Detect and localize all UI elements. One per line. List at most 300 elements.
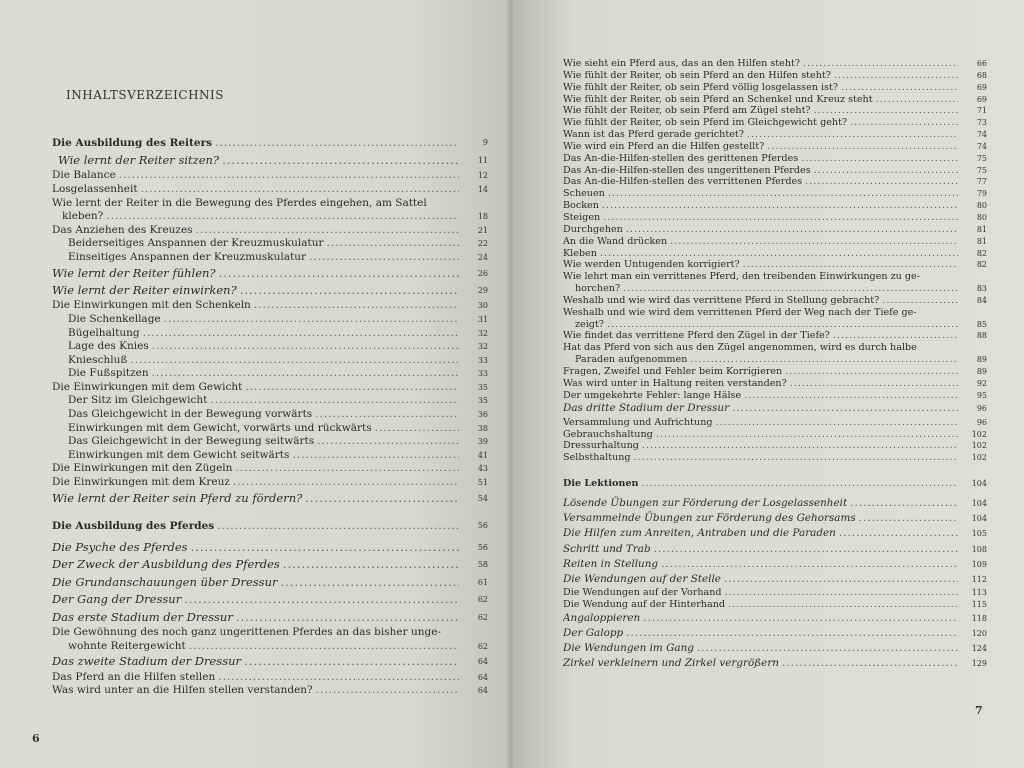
leader-dots: [654, 542, 958, 557]
leader-dots: [670, 236, 958, 248]
toc-entry-label: Wie fühlt der Reiter, ob sein Pferd an den Hilfen steht?: [563, 69, 831, 81]
toc-entry-label: Wie lernt der Reiter in die Bewegung des Pferdes eingehen, am Sattel: [52, 196, 427, 209]
toc-entry: [52, 449, 488, 463]
toc-entry-label: Scheuen: [563, 188, 605, 200]
toc-entry: [563, 626, 987, 641]
toc-entry-label: zeigt?: [575, 318, 604, 330]
toc-entry-page: 81: [976, 224, 987, 234]
toc-entry-page: 77: [976, 177, 987, 187]
toc-entry-page: 109: [971, 559, 987, 569]
toc-entry-label: horchen?: [575, 283, 621, 295]
leader-dots: [643, 611, 958, 626]
leader-dots: [281, 574, 460, 591]
toc-entry-label: Der Sitz im Gleichgewicht: [68, 394, 208, 407]
toc-entry-page: 83: [976, 284, 987, 294]
toc-entry-page: 95: [976, 390, 987, 400]
toc-entry: [52, 574, 488, 591]
toc-entry-label: Was wird unter in Haltung reiten verstanden?: [563, 377, 787, 389]
toc-entry-page: 105: [971, 529, 987, 539]
leader-dots: [283, 556, 459, 573]
toc-entry: [563, 70, 987, 82]
leader-dots: [219, 265, 459, 282]
leader-dots: [850, 117, 958, 129]
toc-entry: [563, 511, 987, 526]
toc-entry-page: 32: [477, 328, 488, 338]
leader-dots: [833, 330, 958, 342]
leader-dots: [626, 626, 958, 641]
toc-entry: [563, 572, 987, 587]
toc-entry: [52, 251, 488, 265]
leader-dots: [790, 378, 958, 390]
leader-dots: [850, 496, 958, 511]
toc-entry-label: Bocken: [563, 200, 599, 212]
leader-dots: [119, 169, 459, 183]
toc-entry-page: 104: [971, 479, 987, 489]
toc-entry-page: 82: [976, 260, 987, 270]
toc-entry-page: 75: [976, 165, 987, 175]
toc-entry-label: Wann ist das Pferd gerade gerichtet?: [563, 129, 744, 141]
toc-entry: [563, 248, 987, 260]
toc-entry: [563, 141, 987, 153]
toc-entry-page: 120: [971, 629, 987, 639]
toc-entry-label: Hat das Pferd von sich aus den Zügel angenommen, wird es durch halbe: [563, 342, 917, 354]
toc-entry-page: 75: [976, 153, 987, 163]
toc-entry-label: Der Galopp: [563, 627, 624, 640]
right-toc-entries: [563, 58, 987, 672]
toc-entry-label: Versammelnde Übungen zur Förderung des Gehorsams: [563, 512, 856, 525]
toc-entry: [563, 641, 987, 656]
leader-dots: [834, 70, 958, 82]
toc-entry-page: 108: [971, 544, 987, 554]
toc-entry: [563, 224, 987, 236]
leader-dots: [600, 248, 958, 260]
toc-entry-label: Einwirkungen mit dem Gewicht seitwärts: [68, 448, 290, 461]
toc-entry-label: Losgelassenheit: [52, 182, 138, 195]
toc-entry: [52, 265, 488, 282]
toc-entry-page: 33: [477, 369, 488, 379]
toc-entry-page: 39: [477, 437, 488, 447]
toc-entry-label: Wie fühlt der Reiter, ob sein Pferd an Schenkel und Kreuz steht: [563, 93, 873, 105]
toc-entry: [52, 313, 488, 327]
toc-entry: [563, 401, 987, 416]
toc-entry: [52, 134, 488, 152]
leader-dots: [744, 390, 958, 402]
leader-dots: [782, 656, 958, 671]
toc-entry-page: 102: [971, 429, 987, 439]
toc-entry: [563, 82, 987, 94]
leader-dots: [316, 684, 459, 698]
toc-entry: [563, 165, 987, 177]
toc-entry-label: Der umgekehrte Fehler: lange Hälse: [563, 389, 742, 401]
toc-entry-label: Das dritte Stadium der Dressur: [563, 402, 730, 415]
toc-entry-label: Die Wendungen im Gang: [563, 642, 694, 655]
toc-entry: [52, 152, 488, 169]
toc-entry-label: wohnte Reitergewicht: [68, 639, 186, 652]
toc-entry-page: 35: [477, 382, 488, 392]
toc-entry-page: 115: [971, 600, 987, 609]
toc-entry: [563, 354, 987, 366]
toc-entry-page: 35: [477, 396, 488, 406]
toc-entry-page: 61: [477, 577, 488, 587]
leader-dots: [375, 422, 459, 436]
toc-entry: [563, 366, 987, 378]
toc-entry: [563, 94, 987, 106]
toc-entry-label: Die Balance: [52, 169, 116, 182]
toc-entry-label: Weshalb und wie wird dem verrittenen Pferd der Weg nach der Tiefe ge-: [563, 306, 917, 318]
toc-entry-page: 14: [477, 184, 488, 194]
leader-dots: [725, 587, 958, 599]
leader-dots: [235, 462, 459, 476]
toc-entry-label: Der Zweck der Ausbildung des Pferdes: [52, 557, 280, 572]
toc-entry-label: Die Schenkellage: [68, 312, 161, 325]
toc-entry-label: Wie lernt der Reiter sitzen?: [58, 153, 220, 167]
toc-entry-page: 84: [976, 295, 987, 305]
toc-entry-label: Die Wendung auf der Hinterhand: [563, 599, 726, 610]
leader-dots: [240, 282, 459, 299]
leader-dots: [106, 210, 459, 224]
toc-entry: [563, 117, 987, 129]
toc-entry-page: 62: [477, 595, 488, 605]
toc-entry-label: Schritt und Trab: [563, 542, 651, 555]
toc-entry-page: 41: [477, 450, 488, 460]
toc-entry: [52, 381, 488, 395]
toc-entry: [563, 587, 987, 599]
leader-dots: [634, 452, 958, 464]
toc-entry-label: Die Wendungen auf der Vorhand: [563, 587, 722, 599]
toc-entry-label: Bügelhaltung: [68, 326, 140, 339]
toc-entry-page: 124: [971, 644, 987, 654]
toc-entry-label: Die Lektionen: [563, 478, 639, 490]
toc-entry: [52, 517, 488, 535]
toc-entry-label: Der Gang der Dressur: [52, 592, 182, 607]
toc-entry-page: 68: [976, 70, 987, 80]
toc-entry: [563, 378, 987, 390]
leader-dots: [743, 259, 958, 271]
toc-entry: [563, 153, 987, 165]
toc-entry-page: 73: [976, 118, 987, 128]
toc-entry: [563, 440, 987, 452]
leader-dots: [141, 183, 459, 197]
toc-entry-label: Die Fußspitzen: [68, 367, 149, 380]
toc-entry: [563, 390, 987, 402]
toc-entry-page: 22: [477, 239, 488, 249]
toc-entry-page: 80: [976, 201, 987, 211]
toc-entry-page: 12: [477, 171, 488, 181]
toc-entry: [52, 354, 488, 368]
leader-dots: [859, 511, 958, 526]
leader-dots: [642, 440, 958, 452]
toc-entry-page: 69: [976, 82, 987, 92]
toc-entry: [52, 671, 488, 685]
toc-entry-page: 43: [477, 464, 488, 474]
toc-entry-label: Wie sieht ein Pferd aus, das an den Hilfen steht?: [563, 58, 801, 69]
toc-entry-label: Das An-die-Hilfen-stellen des verrittenen Pferdes: [563, 176, 803, 188]
toc-entry-page: 31: [477, 314, 488, 324]
leader-dots: [747, 129, 958, 141]
toc-entry: [563, 452, 987, 464]
toc-entry-label: Knieschluß: [68, 353, 128, 366]
toc-entry: [52, 394, 488, 408]
toc-entry: [52, 490, 488, 507]
toc-entry-label: Fragen, Zweifel und Fehler beim Korrigieren: [563, 365, 783, 377]
leader-dots: [191, 539, 459, 556]
toc-entry-page: 29: [477, 285, 488, 295]
toc-entry-label: Einseitiges Anspannen der Kreuzmuskulatur: [68, 250, 307, 263]
toc-entry: [563, 429, 987, 441]
toc-entry: [52, 210, 488, 224]
toc-entry-label: Die Psyche des Pferdes: [52, 540, 188, 555]
toc-entry-label: Das zweite Stadium der Dressur: [52, 654, 242, 669]
toc-entry-label: Die Grundanschauungen über Dressur: [52, 574, 278, 589]
toc-entry-label: Wie lernt der Reiter fühlen?: [52, 265, 216, 280]
toc-entry: [563, 342, 987, 354]
toc-entry: [52, 237, 488, 251]
leader-dots: [164, 313, 459, 327]
toc-entry: [563, 271, 987, 283]
toc-entry-page: 64: [477, 686, 488, 696]
toc-title: INHALTSVERZEICHNIS: [66, 88, 224, 102]
toc-entry: [52, 653, 488, 670]
toc-entry-label: Das An-die-Hilfen-stellen des ungerittenen Pferdes: [563, 164, 811, 176]
toc-entry-page: 62: [477, 612, 488, 622]
right-page: [513, 0, 1024, 768]
toc-entry-page: 36: [477, 410, 488, 420]
toc-entry-page: 74: [976, 141, 987, 151]
toc-entry: [52, 224, 488, 238]
toc-entry-label: Die Einwirkungen mit dem Gewicht: [52, 380, 243, 393]
leader-dots: [315, 408, 459, 422]
toc-entry-label: Wie fühlt der Reiter, ob sein Pferd völlig losgelassen ist?: [563, 81, 838, 93]
toc-entry: [563, 212, 987, 224]
leader-dots: [210, 394, 459, 408]
leader-dots: [732, 401, 958, 416]
toc-entry-page: 26: [477, 268, 488, 278]
leader-dots: [244, 653, 459, 670]
toc-entry-label: Lösende Übungen zur Förderung der Losgelassenheit: [563, 497, 848, 510]
toc-entry: [563, 307, 987, 319]
toc-entry-page: 71: [976, 106, 987, 116]
toc-entry-label: Angaloppieren: [563, 611, 641, 624]
toc-entry: [563, 319, 987, 331]
leader-dots: [184, 591, 459, 608]
leader-dots: [728, 599, 958, 611]
toc-entry-label: Dressurhaltung: [563, 440, 639, 452]
leader-dots: [254, 299, 459, 313]
toc-entry: [563, 129, 987, 141]
toc-entry: [52, 609, 488, 626]
toc-entry-label: Das Gleichgewicht in der Bewegung seitwärts: [68, 435, 315, 448]
toc-entry-page: 64: [477, 657, 488, 667]
leader-dots: [327, 237, 459, 251]
toc-entry-label: Das Pferd an die Hilfen stellen: [52, 670, 216, 683]
toc-entry: [52, 476, 488, 490]
toc-entry: [52, 327, 488, 341]
toc-entry-label: Das erste Stadium der Dressur: [52, 609, 233, 624]
toc-entry-page: 21: [477, 225, 488, 235]
toc-entry-page: 33: [477, 355, 488, 365]
toc-entry-label: Kleben: [563, 247, 597, 259]
toc-entry-label: Weshalb und wie wird das verrittene Pferd in Stellung gebracht?: [563, 294, 880, 306]
toc-entry-label: Versammlung und Aufrichtung: [563, 416, 713, 428]
leader-dots: [697, 641, 958, 656]
leader-dots: [767, 141, 958, 153]
toc-entry-label: Was wird unter an die Hilfen stellen verstanden?: [52, 684, 313, 697]
toc-entry-label: Durchgehen: [563, 223, 623, 235]
toc-entry: [52, 422, 488, 436]
toc-entry-label: Zirkel verkleinern und Zirkel vergrößern: [563, 657, 779, 670]
toc-entry: [563, 464, 987, 476]
toc-entry-label: Wie lehrt man ein verrittenes Pferd, den treibenden Einwirkungen zu ge-: [563, 271, 920, 283]
toc-entry-label: Das Gleichgewicht in der Bewegung vorwärts: [68, 408, 313, 421]
leader-dots: [222, 152, 459, 169]
toc-entry: [563, 200, 987, 212]
leader-dots: [305, 490, 459, 507]
toc-entry: [52, 169, 488, 183]
toc-entry: [563, 496, 987, 511]
toc-entry-page: 66: [976, 59, 987, 68]
leader-dots: [805, 176, 958, 188]
toc-entry: [52, 556, 488, 573]
toc-entry-page: 96: [976, 404, 987, 414]
leader-dots: [602, 200, 958, 212]
leader-dots: [839, 526, 958, 541]
leader-dots: [623, 283, 958, 295]
leader-dots: [690, 354, 958, 366]
toc-entry: [563, 188, 987, 200]
leader-dots: [626, 224, 958, 236]
toc-entry-label: Die Ausbildung des Pferdes: [52, 520, 215, 533]
toc-entry: [52, 299, 488, 313]
left-toc-entries: [52, 134, 488, 698]
toc-entry-page: 62: [477, 641, 488, 651]
leader-dots: [189, 640, 459, 654]
toc-entry-label: Die Ausbildung des Reiters: [52, 137, 213, 149]
toc-entry-page: 82: [976, 248, 987, 258]
toc-entry: [563, 176, 987, 188]
leader-dots: [656, 429, 958, 441]
toc-entry-label: Steigen: [563, 211, 601, 223]
leader-dots: [661, 557, 958, 572]
toc-entry: [52, 197, 488, 211]
toc-entry-page: 113: [971, 588, 987, 598]
leader-dots: [641, 476, 958, 491]
toc-entry-page: 64: [477, 672, 488, 682]
toc-entry-page: 11: [477, 156, 488, 165]
leader-dots: [785, 366, 958, 378]
toc-entry: [563, 58, 987, 70]
leader-dots: [215, 134, 459, 152]
toc-entry: [563, 236, 987, 248]
toc-entry: [52, 282, 488, 299]
toc-entry-page: 24: [477, 252, 488, 262]
toc-entry-label: Gebrauchshaltung: [563, 428, 653, 440]
leader-dots: [196, 224, 459, 238]
toc-entry-label: Die Einwirkungen mit den Schenkeln: [52, 299, 251, 312]
leader-dots: [292, 449, 459, 463]
toc-entry-label: Wie lernt der Reiter sein Pferd zu fördern?: [52, 490, 303, 505]
toc-entry-page: 102: [971, 441, 987, 451]
leader-dots: [803, 58, 958, 70]
leader-dots: [603, 212, 958, 224]
toc-entry-label: Selbsthaltung: [563, 452, 631, 464]
leader-dots: [607, 319, 958, 331]
toc-entry-label: Die Hilfen zum Anreiten, Antraben und die Paraden: [563, 527, 836, 540]
left-page-number: 6: [32, 732, 40, 745]
toc-entry: [563, 476, 987, 491]
toc-entry: [52, 626, 488, 640]
toc-entry: [563, 656, 987, 671]
toc-entry: [52, 591, 488, 608]
toc-entry-page: 58: [477, 560, 488, 570]
toc-entry-page: 79: [976, 189, 987, 199]
toc-entry: [563, 611, 987, 626]
toc-entry: [563, 105, 987, 117]
toc-entry-label: Wie lernt der Reiter einwirken?: [52, 282, 237, 297]
toc-entry: [563, 330, 987, 342]
toc-entry-label: Die Einwirkungen mit den Zügeln: [52, 462, 233, 475]
toc-entry-label: Lage des Knies: [68, 340, 149, 353]
toc-entry-page: 80: [976, 212, 987, 222]
leader-dots: [724, 572, 958, 587]
toc-entry: [52, 640, 488, 654]
toc-entry-label: Wie werden Untugenden korrigiert?: [563, 259, 740, 271]
leader-dots: [882, 295, 958, 307]
toc-entry-label: Wie fühlt der Reiter, ob sein Pferd im Gleichgewicht geht?: [563, 117, 848, 129]
toc-entry: [52, 539, 488, 556]
toc-entry-label: Reiten in Stellung: [563, 557, 659, 570]
leader-dots: [218, 671, 459, 685]
toc-entry: [52, 435, 488, 449]
leader-dots: [152, 340, 459, 354]
leader-dots: [716, 417, 958, 429]
toc-entry: [52, 507, 488, 517]
toc-entry-page: 102: [971, 453, 987, 463]
toc-entry-label: An die Wand drücken: [563, 235, 668, 247]
toc-entry: [563, 283, 987, 295]
toc-entry-label: Die Einwirkungen mit dem Kreuz: [52, 476, 230, 489]
toc-entry-page: 74: [976, 130, 987, 140]
toc-entry: [52, 408, 488, 422]
leader-dots: [130, 354, 459, 368]
toc-entry-page: 118: [971, 613, 987, 623]
toc-entry: [563, 295, 987, 307]
toc-entry-page: 104: [971, 499, 987, 509]
toc-entry-page: 89: [976, 355, 987, 365]
toc-entry: [563, 259, 987, 271]
toc-entry-page: 54: [477, 493, 488, 503]
leader-dots: [814, 105, 958, 117]
leader-dots: [876, 94, 958, 106]
toc-entry: [52, 684, 488, 698]
toc-entry: [563, 542, 987, 557]
leader-dots: [236, 609, 459, 626]
toc-entry-label: Einwirkungen mit dem Gewicht, vorwärts und rückwärts: [68, 421, 372, 434]
leader-dots: [245, 381, 459, 395]
toc-entry-page: 89: [976, 366, 987, 376]
toc-entry: [52, 183, 488, 197]
leader-dots: [233, 476, 459, 490]
toc-entry-label: kleben?: [62, 210, 104, 223]
toc-entry: [563, 526, 987, 541]
toc-entry-label: Das Anziehen des Kreuzes: [52, 223, 193, 236]
toc-entry-page: 112: [971, 574, 987, 584]
toc-entry-page: 18: [477, 212, 488, 222]
toc-entry-label: Die Wendungen auf der Stelle: [563, 572, 721, 585]
toc-entry-page: 96: [976, 417, 987, 427]
toc-entry-label: Wie fühlt der Reiter, ob sein Pferd am Zügel steht?: [563, 105, 811, 117]
toc-entry-page: 104: [971, 514, 987, 524]
toc-entry-page: 81: [976, 236, 987, 246]
